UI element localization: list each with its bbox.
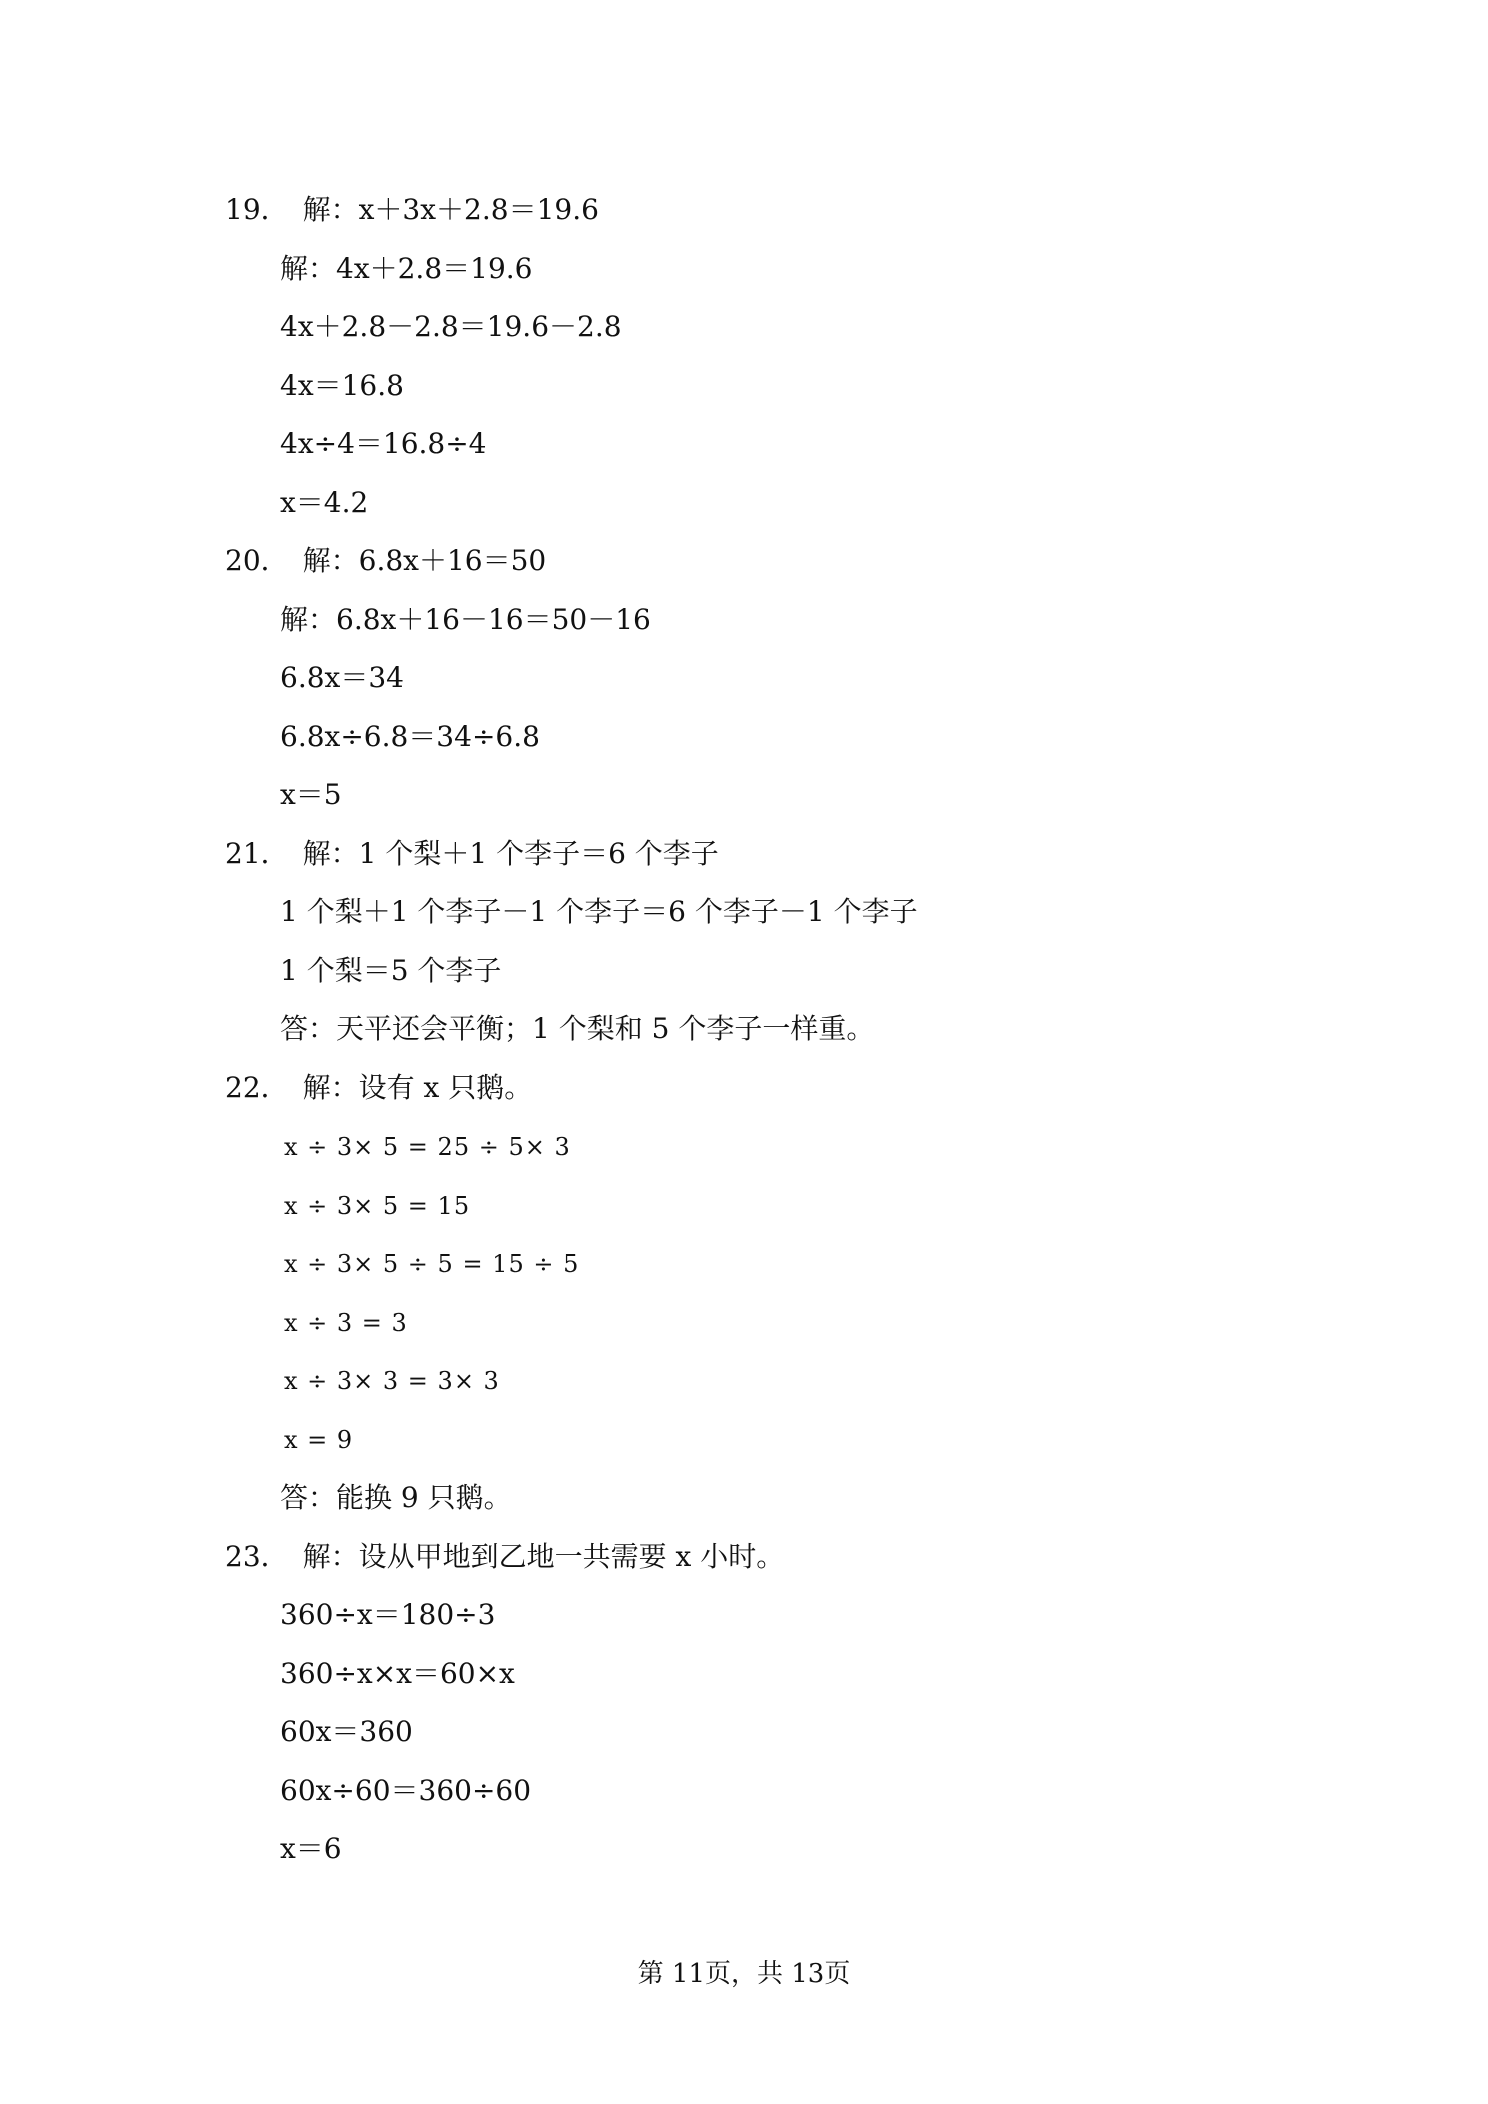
solution-step: 360÷x×x＝60×x (280, 1657, 515, 1690)
solution-step: 60x＝360 (280, 1715, 413, 1748)
problem-20-heading (225, 544, 546, 578)
problem-21-heading (225, 837, 719, 871)
solution-step: x ÷ 3× 3 = 3× 3 (284, 1367, 500, 1395)
answer-line: 答：能换 9 只鹅。 (280, 1481, 512, 1514)
solution-step: x ÷ 3× 5 = 25 ÷ 5× 3 (284, 1133, 571, 1161)
problem-statement: 解：设有 x 只鹅。 (302, 1071, 533, 1104)
solution-step: 1 个梨＋1 个李子－1 个李子＝6 个李子－1 个李子 (280, 895, 918, 928)
solution-step: x ÷ 3× 5 ÷ 5 = 15 ÷ 5 (284, 1250, 580, 1278)
problem-number: 22． (225, 1071, 289, 1104)
problem-number: 20． (225, 544, 289, 577)
problem-statement: 解：x＋3x＋2.8＝19.6 (302, 193, 599, 226)
solution-step: 6.8x＝34 (280, 661, 404, 694)
solution-step: 4x÷4＝16.8÷4 (280, 427, 487, 460)
problem-statement: 解：6.8x＋16＝50 (302, 544, 547, 577)
problem-statement: 解：1 个梨＋1 个李子＝6 个李子 (302, 837, 719, 870)
solution-step: x＝4.2 (280, 486, 369, 519)
problem-22-heading (225, 1071, 532, 1105)
solution-step: x ÷ 3 = 3 (284, 1309, 408, 1337)
solution-step: 60x÷60＝360÷60 (280, 1774, 532, 1807)
solution-step: x ÷ 3× 5 = 15 (284, 1192, 471, 1220)
problem-23-heading (225, 1540, 784, 1574)
solution-step: 4x＋2.8－2.8＝19.6－2.8 (280, 310, 622, 343)
answer-line: 答：天平还会平衡；1 个梨和 5 个李子一样重。 (280, 1012, 875, 1045)
solution-step: 6.8x÷6.8＝34÷6.8 (280, 720, 540, 753)
solution-step: x＝6 (280, 1832, 342, 1865)
problem-number: 21． (225, 837, 289, 870)
page-footer: 第 11页，共 13页 (637, 1959, 851, 1989)
solution-step: x＝5 (280, 778, 342, 811)
solution-step: 1 个梨＝5 个李子 (280, 954, 502, 987)
solution-step: 解：6.8x＋16－16＝50－16 (280, 603, 651, 636)
solution-step: 4x＝16.8 (280, 369, 404, 402)
problem-number: 23． (225, 1540, 289, 1573)
problem-number: 19． (225, 193, 289, 226)
problem-statement: 解：设从甲地到乙地一共需要 x 小时。 (302, 1540, 785, 1573)
problem-19-heading (225, 193, 599, 227)
solution-step: x = 9 (284, 1426, 354, 1454)
solution-step: 解：4x＋2.8＝19.6 (280, 252, 533, 285)
solution-step: 360÷x＝180÷3 (280, 1598, 496, 1631)
